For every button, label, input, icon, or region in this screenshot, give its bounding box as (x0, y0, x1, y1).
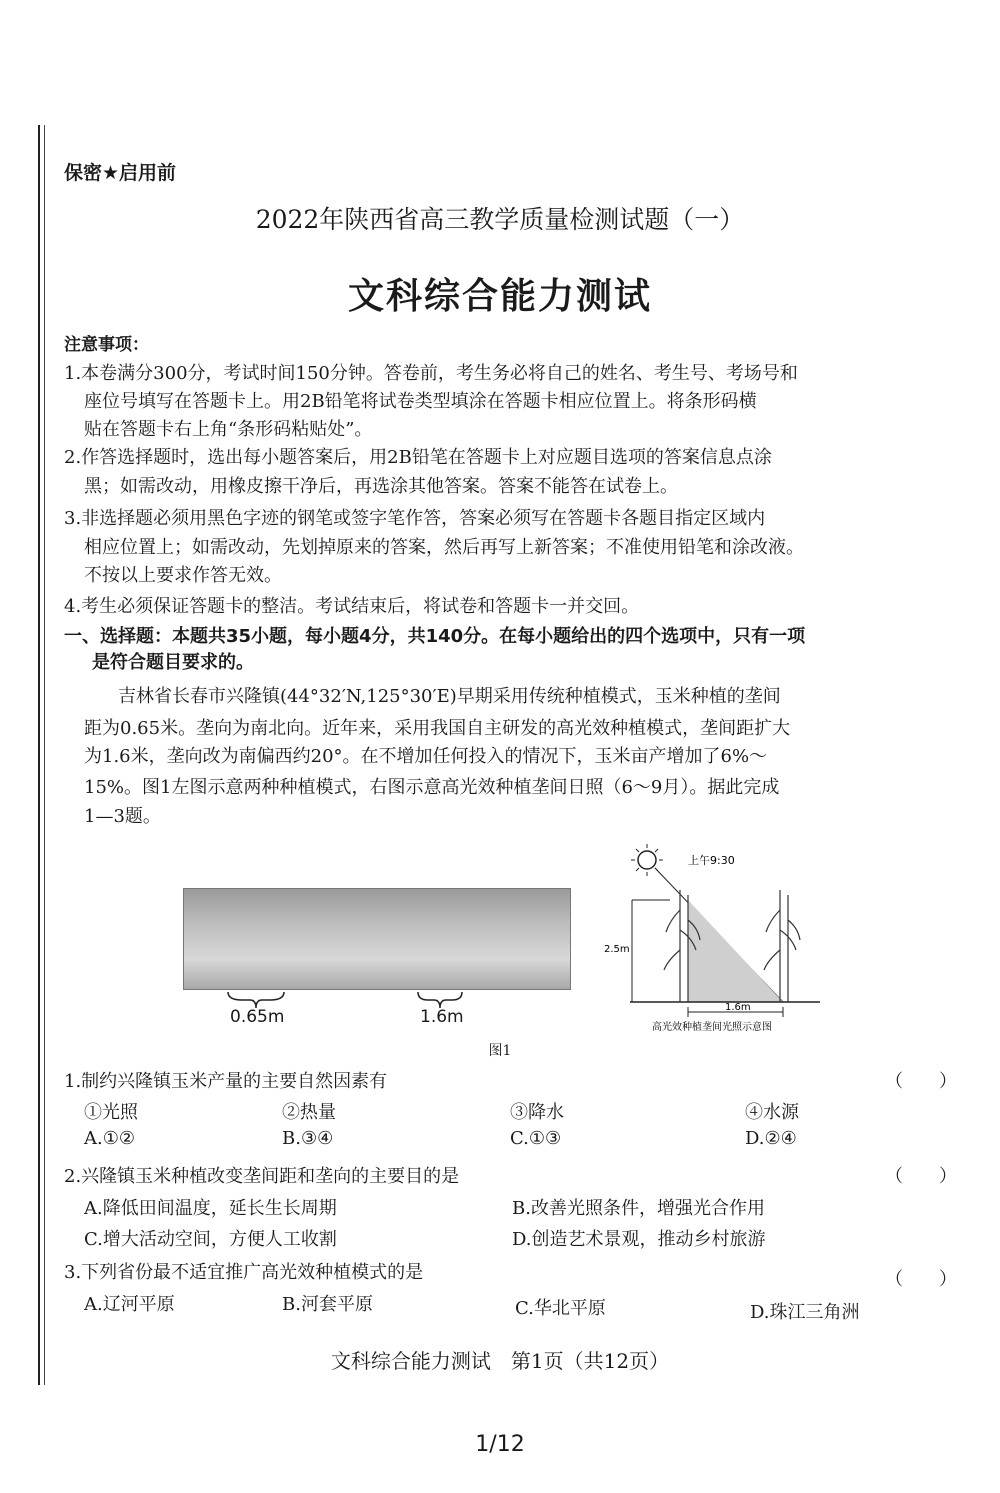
section-heading-cont: 是符合题目要求的。 (92, 652, 254, 673)
q3-option: B.河套平原 (282, 1294, 373, 1315)
question-2-stem: 2.兴隆镇玉米种植改变垄间距和垄向的主要目的是 (64, 1166, 460, 1187)
figure-caption: 图1 (488, 1043, 512, 1059)
notes-line: 1.本卷满分300分，考试时间150分钟。答卷前，考生务必将自己的姓名、考生号、考场号和 (64, 363, 798, 384)
q2-option: B.改善光照条件，增强光合作用 (512, 1198, 765, 1219)
answer-paren-3: （ ） (885, 1269, 957, 1290)
page-number: 1/12 (475, 1432, 525, 1457)
notes-line: 黑；如需改动，用橡皮擦干净后，再选涂其他答案。答案不能答在试卷上。 (84, 476, 678, 497)
question-1-stem: 1.制约兴隆镇玉米产量的主要自然因素有 (64, 1071, 388, 1092)
q1-item: ③降水 (510, 1102, 564, 1123)
notes-line: 贴在答题卡右上角“条形码粘贴处”。 (84, 419, 373, 440)
q1-option: D.②④ (745, 1128, 797, 1149)
brace-left (228, 992, 284, 1008)
light-diagram (600, 840, 840, 1035)
time-label: 上午9:30 (688, 854, 735, 867)
width-label: 1.6m (725, 1002, 751, 1013)
q1-option: B.③④ (282, 1128, 334, 1149)
q1-item: ②热量 (282, 1102, 336, 1123)
light-area (688, 900, 783, 1002)
q2-option: C.增大活动空间，方便人工收割 (84, 1229, 337, 1250)
question-3-stem: 3.下列省份最不适宜推广高光效种植模式的是 (64, 1262, 424, 1283)
q2-option: A.降低田间温度，延长生长周期 (84, 1198, 337, 1219)
passage-line: 为1.6米，垄向改为南偏西约20°。在不增加任何投入的情况下，玉米亩产增加了6%～ (84, 746, 768, 767)
q1-item: ④水源 (745, 1102, 799, 1123)
q1-item: ①光照 (84, 1102, 138, 1123)
notes-line: 4.考生必须保证答题卡的整洁。考试结束后，将试卷和答题卡一并交回。 (64, 596, 640, 617)
label-065m: 0.65m (230, 1007, 285, 1027)
passage-line: 吉林省长春市兴隆镇(44°32′N,125°30′E)早期采用传统种植模式，玉米种植的垄间 (118, 686, 781, 707)
passage-line: 1—3题。 (84, 806, 161, 827)
section-heading: 一、选择题：本题共35小题，每小题4分，共140分。在每小题给出的四个选项中，只有一项 (64, 626, 806, 647)
page-footer: 文科综合能力测试 第1页（共12页） (330, 1349, 670, 1373)
notes-line: 不按以上要求作答无效。 (84, 565, 282, 586)
notes-line: 座位号填写在答题卡上。用2B铅笔将试卷类型填涂在答题卡相应位置上。将条形码横 (84, 391, 757, 412)
q3-option: A.辽河平原 (84, 1294, 175, 1315)
height-label: 2.5m (604, 944, 630, 955)
diagram-caption: 高光效种植垄间光照示意图 (652, 1022, 772, 1033)
label-16m: 1.6m (420, 1007, 464, 1027)
corn-plant-right (764, 890, 800, 1002)
passage-line: 15%。图1左图示意两种种植模式，右图示意高光效种植垄间日照（6～9月）。据此完成 (84, 777, 780, 798)
notes-heading: 注意事项： (64, 335, 149, 355)
answer-paren-2: （ ） (885, 1166, 957, 1187)
q2-option: D.创造艺术景观，推动乡村旅游 (512, 1229, 766, 1250)
exam-title: 2022年陕西省高三教学质量检测试题（一） (255, 205, 745, 234)
notes-line: 相应位置上；如需改动，先划掉原来的答案，然后再写上新答案；不准使用铅笔和涂改液。 (84, 537, 804, 558)
q3-option: D.珠江三角洲 (750, 1302, 860, 1323)
passage-line: 距为0.65米。垄向为南北向。近年来，采用我国自主研发的高光效种植模式，垄间距扩大 (84, 718, 791, 739)
notes-line: 3.非选择题必须用黑色字迹的钢笔或签字笔作答，答案必须写在答题卡各题目指定区域内 (64, 508, 766, 529)
subject-title: 文科综合能力测试 (347, 276, 652, 317)
notes-line: 2.作答选择题时，选出每小题答案后，用2B铅笔在答题卡上对应题目选项的答案信息点涂 (64, 447, 772, 468)
brace-right (418, 992, 462, 1008)
q1-option: C.①③ (510, 1128, 562, 1149)
planting-modes-photo (183, 888, 571, 990)
q3-option: C.华北平原 (515, 1298, 606, 1319)
confidential-mark: 保密★启用前 (64, 162, 177, 184)
answer-paren-1: （ ） (885, 1071, 957, 1092)
q1-option: A.①② (84, 1128, 135, 1149)
